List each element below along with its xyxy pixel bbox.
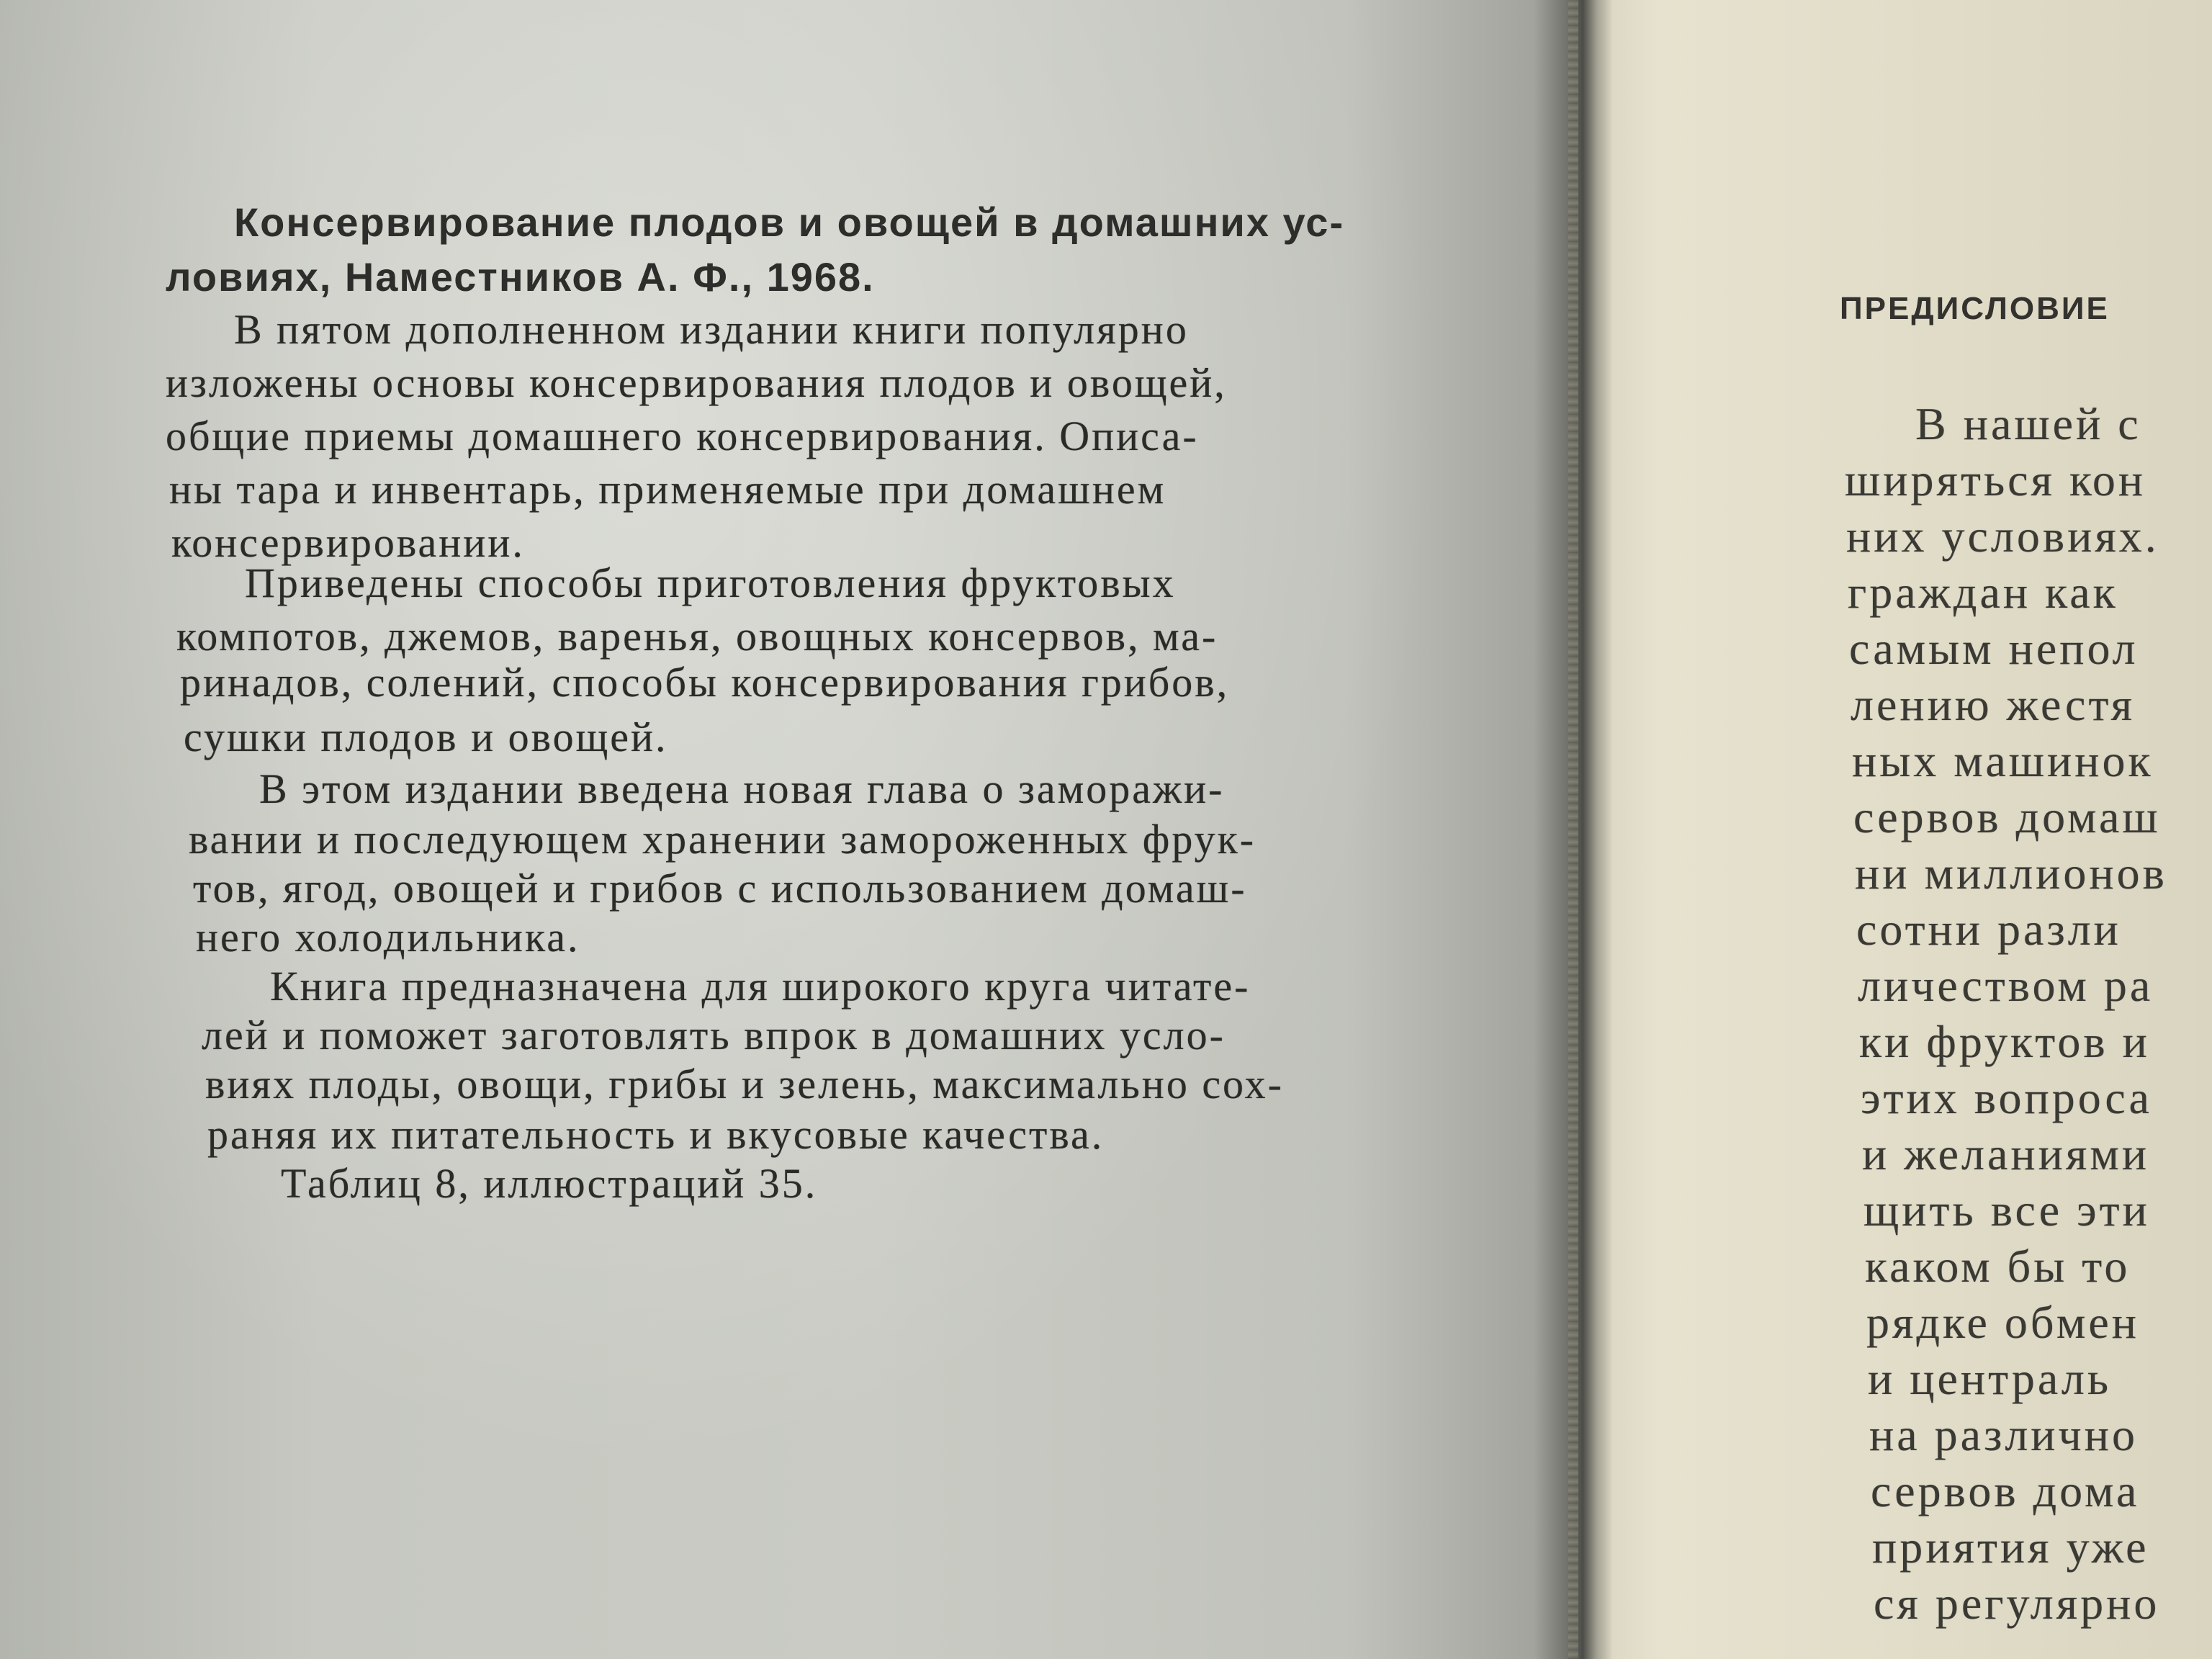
annotation-line-3: общие приемы домашнего консервирования. Описа-: [166, 413, 1199, 459]
annotation-line-13: него холодильника.: [196, 914, 580, 961]
annotation-line-9: сушки плодов и овощей.: [184, 714, 668, 760]
annotation-line-2: изложены основы консервирования плодов и овощей,: [166, 359, 1227, 406]
preface-line-4: граждан как: [1848, 567, 2118, 618]
book-title-line-2: ловиях, Наместников А. Ф., 1968.: [166, 254, 875, 300]
annotation-line-4: ны тара и инвентарь, применяемые при домашнем: [169, 466, 1166, 513]
annotation-line-1: В пятом дополненном издании книги популярно: [234, 306, 1189, 353]
preface-line-1: В нашей с: [1915, 398, 2141, 449]
preface-line-5: самым непол: [1849, 623, 2139, 674]
right-page: [1584, 0, 2212, 1659]
preface-line-6: лению жестя: [1851, 679, 2135, 730]
book-title-line-1: Консервирование плодов и овощей в домашних ус-: [234, 199, 1345, 245]
annotation-line-18: Таблиц 8, иллюстраций 35.: [281, 1160, 818, 1207]
preface-heading: ПРЕДИСЛОВИЕ: [1840, 291, 2110, 326]
annotation-line-16: виях плоды, овощи, грибы и зелень, максимально сох-: [205, 1061, 1284, 1107]
annotation-line-10: В этом издании введена новая глава о заморажи-: [259, 765, 1225, 812]
preface-line-16: каком бы то: [1865, 1241, 2131, 1292]
preface-line-19: на различно: [1869, 1409, 2138, 1460]
annotation-line-7: компотов, джемов, варенья, овощных консервов, ма-: [176, 613, 1218, 660]
preface-line-20: сервов дома: [1871, 1465, 2140, 1516]
annotation-line-8: ринадов, солений, способы консервирования грибов,: [180, 659, 1230, 706]
preface-line-11: личеством ра: [1858, 960, 2154, 1011]
preface-line-17: рядке обмен: [1866, 1297, 2139, 1348]
preface-line-10: сотни разли: [1856, 904, 2121, 955]
preface-line-3: них условиях.: [1846, 511, 2159, 562]
preface-line-12: ки фруктов и: [1859, 1016, 2150, 1067]
preface-line-9: ни миллионов: [1855, 848, 2167, 899]
annotation-line-17: раняя их питательность и вкусовые качества.: [207, 1111, 1105, 1158]
preface-line-14: и желаниями: [1862, 1128, 2150, 1179]
preface-line-8: сервов домаш: [1853, 791, 2161, 842]
preface-line-22: ся регулярно: [1874, 1578, 2160, 1629]
preface-line-13: этих вопроса: [1861, 1072, 2152, 1123]
annotation-line-12: тов, ягод, овощей и грибов с использованием домаш-: [193, 865, 1247, 912]
annotation-line-15: лей и поможет заготовлять впрок в домашних усло-: [202, 1012, 1226, 1058]
annotation-line-11: вании и последующем хранении замороженных фрук-: [189, 816, 1256, 863]
annotation-line-5: консервировании.: [171, 519, 525, 566]
preface-line-15: щить все эти: [1863, 1184, 2150, 1236]
annotation-line-14: Книга предназначена для широкого круга читате-: [270, 963, 1251, 1010]
book-spine-edge: [1568, 0, 1578, 1659]
annotation-line-6: Приведены способы приготовления фруктовых: [245, 559, 1176, 606]
preface-line-2: ширяться кон: [1845, 454, 2146, 505]
preface-line-7: ных машинок: [1852, 735, 2154, 786]
preface-line-21: приятия уже: [1872, 1521, 2149, 1573]
preface-line-18: и централь: [1868, 1353, 2111, 1404]
